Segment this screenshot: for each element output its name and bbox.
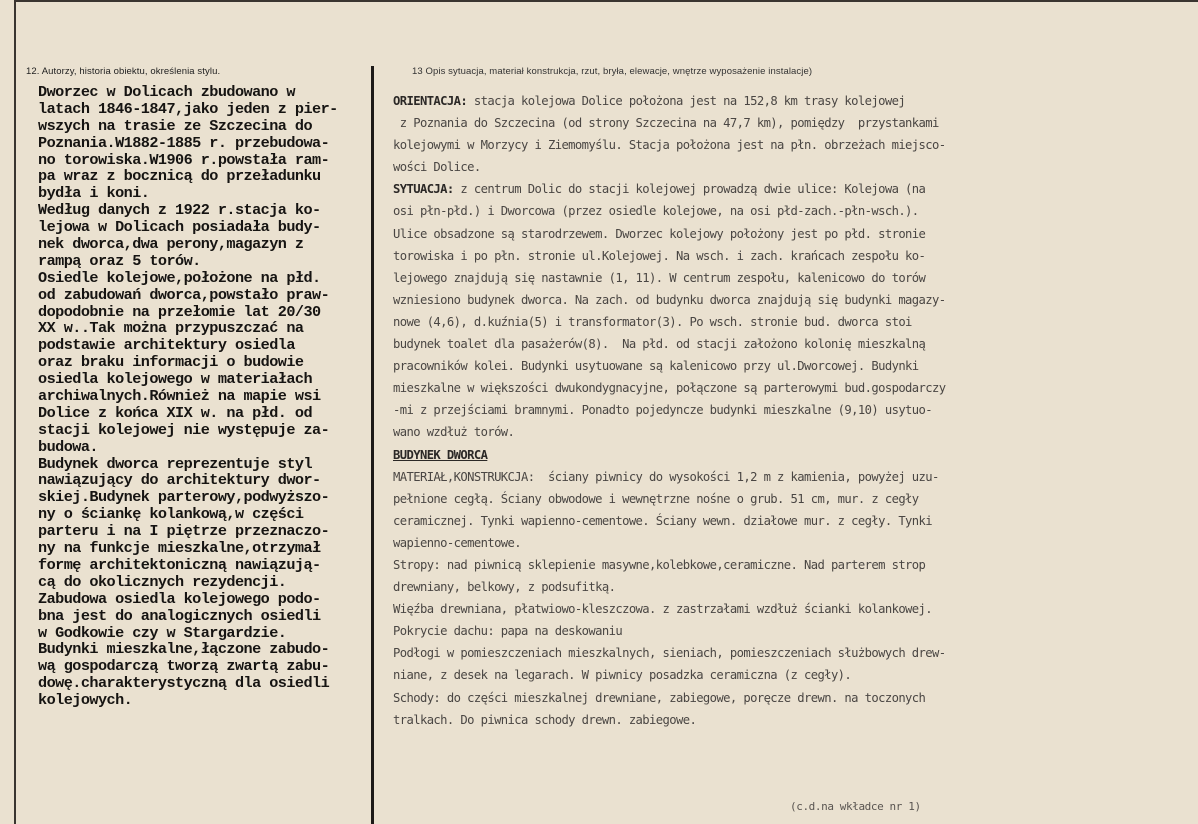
line-text: nowe (4,6), d.kuźnia(5) i transformator(3). Po wsch. stronie bud. dworca stoi bbox=[393, 314, 912, 329]
history-line: cą do okolicznych rezydencji. bbox=[38, 572, 287, 591]
history-line: wszych na trasie ze Szczecina do bbox=[38, 116, 313, 135]
history-line: ny o ściankę kolankową,w części bbox=[38, 505, 304, 524]
description-line bbox=[393, 664, 1193, 686]
history-line: dowę.charakterystyczną dla osiedli bbox=[38, 674, 330, 693]
description-text-column bbox=[393, 90, 1193, 731]
line-text: drewniany, belkowy, z podsufitką. bbox=[393, 580, 616, 595]
history-line: bydła i koni. bbox=[38, 184, 150, 203]
description-line bbox=[393, 510, 1193, 532]
history-line: Według danych z 1922 r.stacja ko- bbox=[38, 201, 321, 220]
history-line: archiwalnych.Również na mapie wsi bbox=[38, 387, 321, 406]
history-line: Osiedle kolejowe,położone na płd. bbox=[38, 268, 321, 287]
description-line bbox=[393, 444, 1193, 466]
history-line: bna jest do analogicznych osiedli bbox=[38, 606, 321, 625]
history-line: stacji kolejowej nie występuje za- bbox=[38, 420, 330, 439]
history-line: latach 1846-1847,jako jeden z pier- bbox=[38, 99, 338, 118]
history-line: Dolice z końca XIX w. na płd. od bbox=[38, 403, 313, 422]
history-line: Budynki mieszkalne,łączone zabudo- bbox=[38, 640, 330, 659]
line-text: ceramicznej. Tynki wapienno-cementowe. Ściany wewn. działowe mur. z cegły. Tynki bbox=[393, 513, 933, 528]
history-line: parteru i na I piętrze przeznaczo- bbox=[38, 522, 330, 541]
history-line: rampą oraz 5 torów. bbox=[38, 251, 201, 270]
description-line bbox=[393, 156, 1193, 178]
line-text: kolejowymi w Morzycy i Ziemomyślu. Stacja położona jest na płn. obrzeżach miejsco- bbox=[393, 138, 946, 153]
line-text: tralkach. Do piwnica schody drewn. zabiegowe. bbox=[393, 712, 697, 727]
description-line bbox=[393, 687, 1193, 709]
line-text: wzniesiono budynek dworca. Na zach. od budynku dworca znajdują się budynki magazy- bbox=[393, 292, 946, 307]
description-line bbox=[393, 90, 1193, 112]
history-line: Dworzec w Dolicach zbudowano w bbox=[38, 83, 295, 101]
description-line bbox=[393, 466, 1193, 488]
history-line: Budynek dworca reprezentuje styl bbox=[38, 454, 313, 473]
line-text: z centrum Dolic do stacji kolejowej prowadzą dwie ulice: Kolejowa (na bbox=[453, 182, 926, 197]
description-line bbox=[393, 709, 1193, 731]
history-line: Poznania.W1882-1885 r. przebudowa- bbox=[38, 133, 330, 152]
page-border-top bbox=[14, 0, 1198, 8]
column-divider bbox=[371, 66, 374, 824]
line-text: pracowników kolei. Budynki usytuowane są kalenicowo przy ul.Dworcowej. Budynki bbox=[393, 359, 919, 374]
description-line bbox=[393, 178, 1193, 200]
line-text: wano wzdłuż torów. bbox=[393, 425, 515, 440]
description-line bbox=[393, 576, 1193, 598]
description-line bbox=[393, 134, 1193, 156]
history-line: od zabudowań dworca,powstało praw- bbox=[38, 285, 330, 304]
line-text: -mi z przejściami bramnymi. Ponadto pojedyncze budynki mieszkalne (9,10) usytuo- bbox=[393, 403, 933, 418]
history-line: lejowa w Dolicach posiadała budy- bbox=[38, 218, 321, 237]
description-line bbox=[393, 598, 1193, 620]
field-label: ORIENTACJA: bbox=[393, 94, 468, 108]
description-line bbox=[393, 377, 1193, 399]
description-line bbox=[393, 245, 1193, 267]
section-heading: BUDYNEK DWORCA bbox=[393, 447, 488, 462]
description-line bbox=[393, 311, 1193, 333]
history-line: ny na funkcje mieszkalne,otrzymał bbox=[38, 539, 321, 558]
history-line: dopodobnie na przełomie lat 20/30 bbox=[38, 302, 321, 321]
history-line: wą gospodarczą tworzą zwartą zabu- bbox=[38, 657, 330, 676]
line-text: z Poznania do Szczecina (od strony Szczecina na 47,7 km), pomiędzy przystankami bbox=[393, 116, 939, 131]
line-text: wapienno-cementowe. bbox=[393, 535, 522, 550]
description-line bbox=[393, 488, 1193, 510]
history-line: XX w..Tak można przypuszczać na bbox=[38, 319, 304, 338]
history-line: nek dworca,dwa perony,magazyn z bbox=[38, 235, 304, 254]
description-line bbox=[393, 620, 1193, 642]
line-text: mieszkalne w większości dwukondygnacyjne, połączone są parterowymi bud.gospodarczy bbox=[393, 381, 946, 396]
history-line: Zabudowa osiedla kolejowego podo- bbox=[38, 589, 321, 608]
history-line: podstawie architektury osiedla bbox=[38, 336, 295, 355]
line-text: Więźba drewniana, płatwiowo-kleszczowa. z zastrzałami wzdłuż ścianki kolankowej. bbox=[393, 602, 933, 617]
page-border-left bbox=[14, 0, 16, 824]
line-text: lejowego znajdują się nastawnie (1, 11). W centrum zespołu, kalenicowo do torów bbox=[393, 270, 926, 285]
description-line bbox=[393, 399, 1193, 421]
history-line: skiej.Budynek parterowy,podwyższo- bbox=[38, 488, 330, 507]
description-line bbox=[393, 421, 1193, 443]
history-line: formę architektoniczną nawiązują- bbox=[38, 555, 321, 574]
history-line: pa wraz z bocznicą do przeładunku bbox=[38, 167, 321, 186]
history-line: kolejowych. bbox=[38, 691, 133, 710]
line-text: osi płn-płd.) i Dworcowa (przez osiedle kolejowe, na osi płd-zach.-płn-wsch.). bbox=[393, 204, 919, 219]
history-line: no torowiska.W1906 r.powstała ram- bbox=[38, 150, 330, 169]
history-text-column bbox=[38, 84, 368, 709]
history-line: budowa. bbox=[38, 437, 98, 456]
line-text: stacja kolejowa Dolice położona jest na 152,8 km trasy kolejowej bbox=[467, 94, 906, 108]
section-12-header: 12. Autorzy, historia obiektu, określenia stylu. bbox=[26, 66, 221, 77]
history-line: oraz braku informacji o budowie bbox=[38, 353, 304, 372]
field-label: SYTUACJA: bbox=[393, 182, 454, 197]
line-text: Podłogi w pomieszczeniach mieszkalnych, sieniach, pomieszczeniach służbowych drew- bbox=[393, 646, 946, 661]
continuation-note: (c.d.na wkładce nr 1) bbox=[790, 800, 921, 813]
history-line: nawiązujący do architektury dwor- bbox=[38, 471, 321, 490]
description-line bbox=[393, 112, 1193, 134]
line-text: Ulice obsadzone są starodrzewem. Dworzec kolejowy położony jest po płd. stronie bbox=[393, 226, 926, 241]
section-13-header: 13 Opis sytuacja, materiał konstrukcja, rzut, bryła, elewacje, wnętrze wyposażenie instalacje) bbox=[412, 66, 813, 77]
description-line bbox=[393, 289, 1193, 311]
description-line bbox=[393, 532, 1193, 554]
line-text: pełnione cegłą. Ściany obwodowe i wewnętrzne nośne o grub. 51 cm, mur. z cegły bbox=[393, 491, 919, 506]
history-line: w Godkowie czy w Stargardzie. bbox=[38, 623, 287, 642]
description-line bbox=[393, 554, 1193, 576]
history-line: osiedla kolejowego w materiałach bbox=[38, 370, 313, 389]
line-text: budynek toalet dla pasażerów(8). Na płd. od stacji założono kolonię mieszkalną bbox=[393, 337, 926, 352]
description-line bbox=[393, 223, 1193, 245]
description-line bbox=[393, 355, 1193, 377]
description-line bbox=[393, 333, 1193, 355]
line-text: Stropy: nad piwnicą sklepienie masywne,kolebkowe,ceramiczne. Nad parterem strop bbox=[393, 557, 926, 572]
line-text: Pokrycie dachu: papa na deskowaniu bbox=[393, 624, 623, 639]
line-text: wości Dolice. bbox=[393, 160, 481, 175]
line-text: torowiska i po płn. stronie ul.Kolejowej. Na wsch. i zach. krańcach zespołu ko- bbox=[393, 248, 926, 263]
description-line bbox=[393, 642, 1193, 664]
line-text: MATERIAŁ,KONSTRUKCJA: ściany piwnicy do wysokości 1,2 m z kamienia, powyżej uzu- bbox=[393, 469, 939, 484]
line-text: Schody: do części mieszkalnej drewniane, zabiegowe, poręcze drewn. na toczonych bbox=[393, 690, 926, 705]
description-line bbox=[393, 200, 1193, 222]
description-line bbox=[393, 267, 1193, 289]
line-text: niane, z desek na legarach. W piwnicy posadzka ceramiczna (z cegły). bbox=[393, 668, 852, 683]
